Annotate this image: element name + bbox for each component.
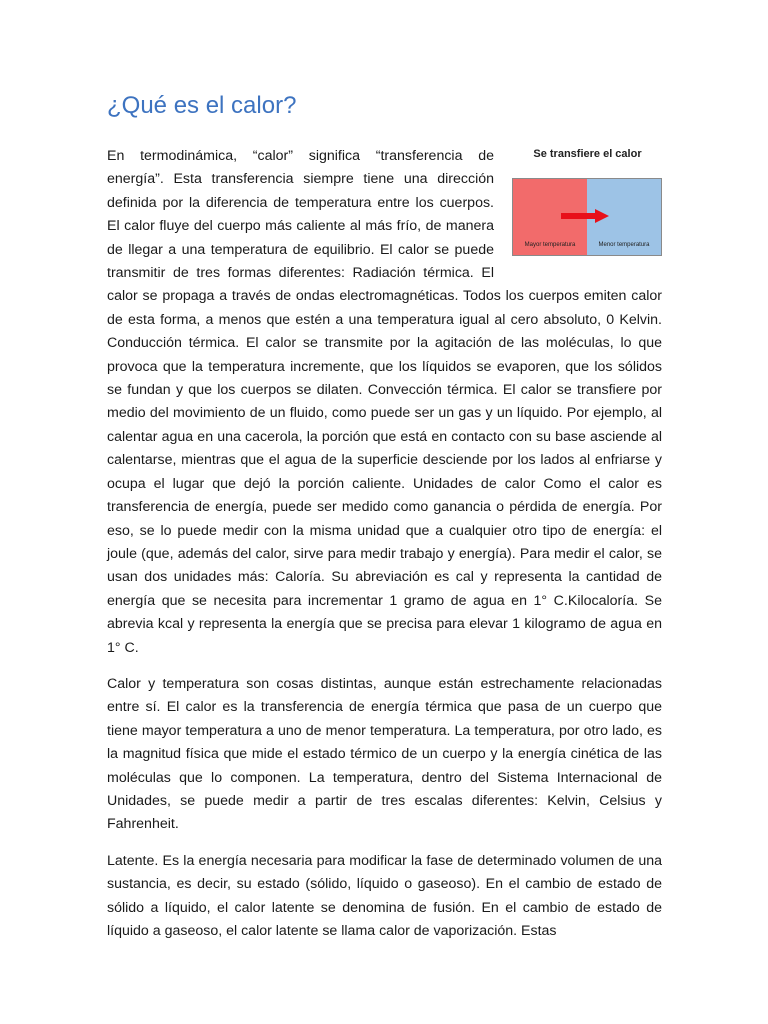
figure-label-cold: Menor temperatura: [598, 242, 650, 248]
page-title: ¿Qué es el calor?: [107, 92, 297, 119]
figure-diagram: [512, 178, 662, 256]
paragraph-1: [107, 145, 662, 660]
heat-transfer-figure: [510, 143, 665, 265]
figure-title: Se transfiere el calor: [533, 148, 642, 160]
paragraph-3: Latente. Es la energía necesaria para modificar la fase de determinado volumen de una sustancia, es decir, su estado (sólido, líquido o gaseoso). En el cambio de estado de sólido a líquido, el calor latente se denomina de fusión. En el cambio de estado de líquido a gaseoso, el calor latente se llama calor de vaporización. Estas: [107, 852, 662, 939]
paragraph-1-text: En termodinámica, “calor” significa “transferencia de energía”. Esta transferencia siempre tiene una dirección definida por la diferencia de temperatura entre los cuerpos. El calor fluye del cuerpo más caliente al más frío, de manera de llegar a una temperatura de equilibrio. El calor se puede transmitir de tres formas diferentes: Radiación térmica. El calor se propaga a través de ondas electromagnéticas. Todos los cuerpos emiten calor de esta forma, a menos que estén a una temperatura igual al cero absoluto, 0 Kelvin. Conducción térmica. El calor se transmite por la agitación de las moléculas, lo que provoca que la temperatura incremente, que los líquidos se evaporen, que los sólidos se fundan y que los cuerpos se dilaten. Convección térmica. El calor se transfiere por medio del movimiento de un fluido, como puede ser un gas y un líquido. Por ejemplo, al calentar agua en una cacerola, la porción que está en contacto con su base asciende al calentarse, mientras que el agua de la superficie desciende por los lados al enfriarse y ocupa el lugar que dejó la porción caliente. Unidades de calor Como el calor es transferencia de energía, puede ser medido como ganancia o pérdida de energía. Por eso, se lo puede medir con la misma unidad que a cualquier otro tipo de energía: el joule (que, además del calor, sirve para medir trabajo y energía). Para medir el calor, se usan dos unidades más: Caloría. Su abreviación es cal y representa la cantidad de energía que se necesita para incrementar 1 gramo de agua en 1° C.Kilocaloría. Se abrevia kcal y representa la energía que se precisa para elevar 1 kilogramo de agua en 1° C.: [107, 148, 662, 656]
document-body: [107, 145, 662, 956]
paragraph-2: Calor y temperatura son cosas distintas, aunque están estrechamente relacionadas entre sí. El calor es la transferencia de energía térmica que pasa de un cuerpo que tiene mayor temperatura a uno de menor temperatura. La temperatura, por otro lado, es la magnitud física que mide el estado térmico de un cuerpo y la energía cinética de las moléculas que lo componen. La temperatura, dentro del Sistema Internacional de Unidades, se puede medir a partir de tres escalas diferentes: Kelvin, Celsius y Fahrenheit.: [107, 675, 662, 833]
figure-label-hot: Mayor temperatura: [524, 242, 576, 248]
right-arrow-icon: [561, 209, 611, 223]
